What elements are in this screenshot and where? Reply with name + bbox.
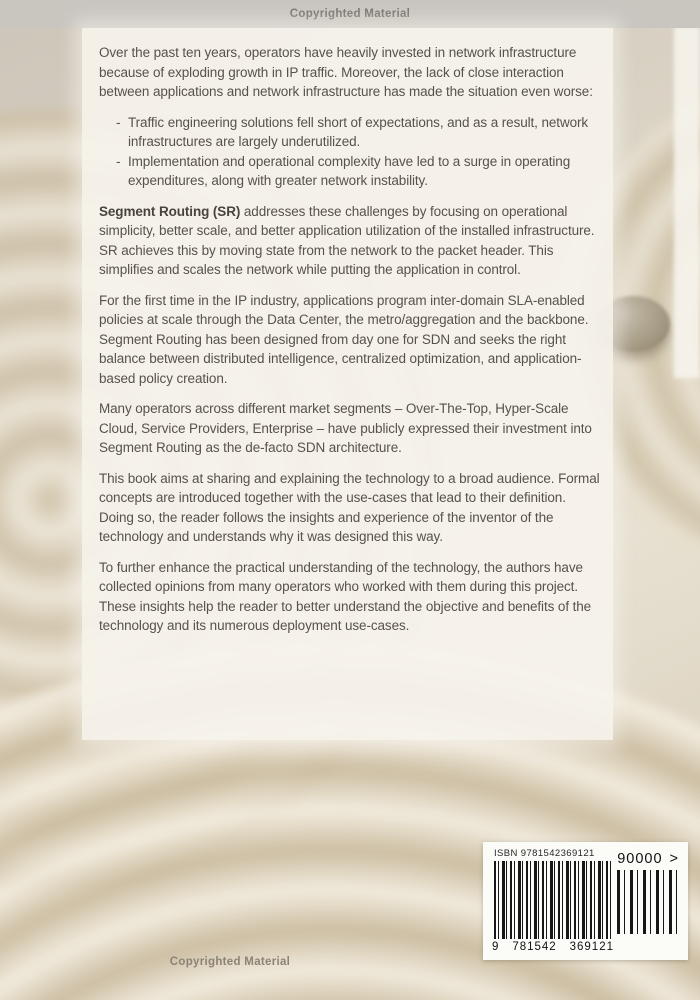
- copyright-banner-top: [0, 0, 700, 28]
- bullet-marker: -: [116, 153, 121, 169]
- back-cover-text-panel: [82, 28, 613, 740]
- addon-barcode: [617, 870, 679, 934]
- copyright-text-bottom: Copyrighted Material: [169, 956, 291, 968]
- bullet-list: [99, 113, 600, 191]
- book-aims-paragraph: This book aims at sharing and explaining the technology to a broad audience. Formal concepts are introduced together with the use-cases that lead to their definition. Doing so, the reader follows the insights and experience of the inventor of the technology and understands why it was designed this way.: [99, 470, 600, 544]
- isbn-digit-group: 9: [492, 941, 500, 953]
- bright-sand-strip: [674, 26, 700, 378]
- barcode-arrow-icon: >: [669, 851, 679, 867]
- copyright-banner-bottom: [0, 950, 460, 974]
- bullet-marker: -: [116, 114, 121, 130]
- ean13-barcode: [494, 861, 612, 939]
- bullet-text-implementation: Implementation and operational complexity have led to a surge in operating expenditures, along with greater network instability.: [128, 153, 571, 188]
- operators-paragraph: Many operators across different market segments – Over-The-Top, Hyper-Scale Cloud, Service Providers, Enterprise – have publicly expressed their investment into Segment Routing as the de-facto SDN architecture.: [99, 401, 592, 455]
- isbn-digit-group: 781542: [512, 941, 557, 953]
- copyright-text-top: Copyrighted Material: [289, 8, 411, 20]
- list-item: [116, 113, 600, 152]
- price-code: [617, 851, 679, 867]
- isbn-digit-group: 369121: [569, 941, 614, 953]
- segment-routing-paragraph: [99, 202, 600, 280]
- barcode-addon-column: [616, 847, 681, 960]
- bullet-text-traffic-engineering: Traffic engineering solutions fell short of expectations, and as a result, network infrastructures are largely underutilized.: [128, 114, 589, 149]
- isbn-number-top: ISBN 9781542369121: [494, 848, 595, 859]
- barcode-label: [483, 842, 688, 960]
- segment-routing-bold-lead: Segment Routing (SR): [99, 203, 241, 219]
- practical-understanding-paragraph: To further enhance the practical understanding of the technology, the authors have collected opinions from many operators who worked with them during this project. These insights help the reader to better understand the objective and benefits of the technology and its numerous deployment use-cases.: [99, 559, 592, 633]
- segment-routing-paragraph-rest: addresses these challenges by focusing on operational simplicity, better scale, and better application utilization of the installed infrastructure. SR achieves this by moving state from the network to the packet header. This simplifies and scales the network while putting the application in control.: [99, 203, 595, 277]
- list-item: [116, 152, 600, 191]
- ip-industry-paragraph: For the first time in the IP industry, applications program inter-domain SLA-enabled policies at scale through the Data Center, the metro/aggregation and the backbone. Segment Routing has been designed from day one for SDN and seeks the right balance between distributed intelligence, centralized optimization, and application-based policy creation.: [99, 292, 589, 386]
- isbn-digits-bottom: [492, 941, 614, 953]
- price-code-value: 90000: [617, 851, 663, 867]
- intro-paragraph: Over the past ten years, operators have heavily invested in network infrastructure because of exploding growth in IP traffic. Moreover, the lack of close interaction between applications and network infrastructure has made the situation even worse:: [99, 45, 593, 99]
- barcode-main-column: [492, 847, 616, 960]
